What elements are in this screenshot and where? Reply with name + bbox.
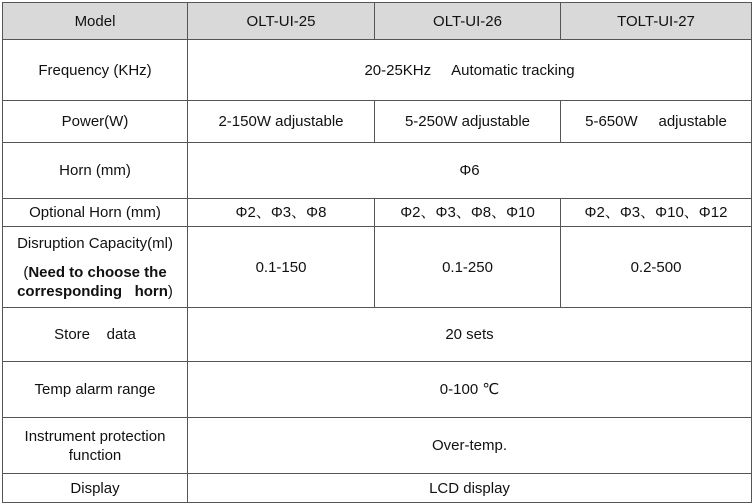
table-row bbox=[3, 101, 752, 143]
table-row bbox=[3, 143, 752, 199]
model-name: OLT-UI-26 bbox=[375, 3, 561, 40]
store-value: 20 sets bbox=[188, 308, 752, 362]
table-row bbox=[3, 362, 752, 418]
temp-alarm-value: 0-100 ℃ bbox=[188, 362, 752, 418]
capacity-note-bold: Need to choose the corresponding horn bbox=[17, 263, 171, 300]
model-name: OLT-UI-25 bbox=[188, 3, 375, 40]
row-label: Frequency (KHz) bbox=[3, 40, 188, 101]
capacity-label: Disruption Capacity(ml) bbox=[17, 234, 173, 252]
cell-value: 5-250W adjustable bbox=[375, 101, 561, 143]
horn-value: Φ6 bbox=[188, 143, 752, 199]
row-label: Optional Horn (mm) bbox=[3, 199, 188, 227]
cell-value: Φ2、Φ3、Φ8、Φ10 bbox=[375, 199, 561, 227]
capacity-note: (Need to choose the corresponding horn) bbox=[17, 263, 173, 300]
cell-value: 0.2-500 bbox=[561, 227, 752, 308]
cell-value: 0.1-150 bbox=[188, 227, 375, 308]
cell-value: 0.1-250 bbox=[375, 227, 561, 308]
frequency-value: 20-25KHz Automatic tracking bbox=[188, 40, 752, 101]
cell-value: 5-650W adjustable bbox=[561, 101, 752, 143]
model-name: TOLT-UI-27 bbox=[561, 3, 752, 40]
protection-label-line2: function bbox=[68, 446, 122, 464]
header-label: Model bbox=[3, 3, 188, 40]
table-row bbox=[3, 474, 752, 503]
table-row bbox=[3, 418, 752, 474]
table-row bbox=[3, 199, 752, 227]
row-label: Display bbox=[3, 474, 188, 503]
cell-value: 2-150W adjustable bbox=[188, 101, 375, 143]
display-value: LCD display bbox=[188, 474, 752, 503]
row-label: Horn (mm) bbox=[3, 143, 188, 199]
row-label: Store data bbox=[3, 308, 188, 362]
table-row bbox=[3, 308, 752, 362]
cell-value: Φ2、Φ3、Φ8 bbox=[188, 199, 375, 227]
header-row bbox=[3, 3, 752, 40]
table-row bbox=[3, 40, 752, 101]
protection-value: Over-temp. bbox=[188, 418, 752, 474]
row-label bbox=[3, 227, 188, 308]
cell-value: Φ2、Φ3、Φ10、Φ12 bbox=[561, 199, 752, 227]
protection-label-line1: Instrument protection bbox=[24, 427, 166, 445]
row-label: Power(W) bbox=[3, 101, 188, 143]
table-row bbox=[3, 227, 752, 308]
spec-table bbox=[2, 2, 752, 503]
row-label: Temp alarm range bbox=[3, 362, 188, 418]
row-label bbox=[3, 418, 188, 474]
